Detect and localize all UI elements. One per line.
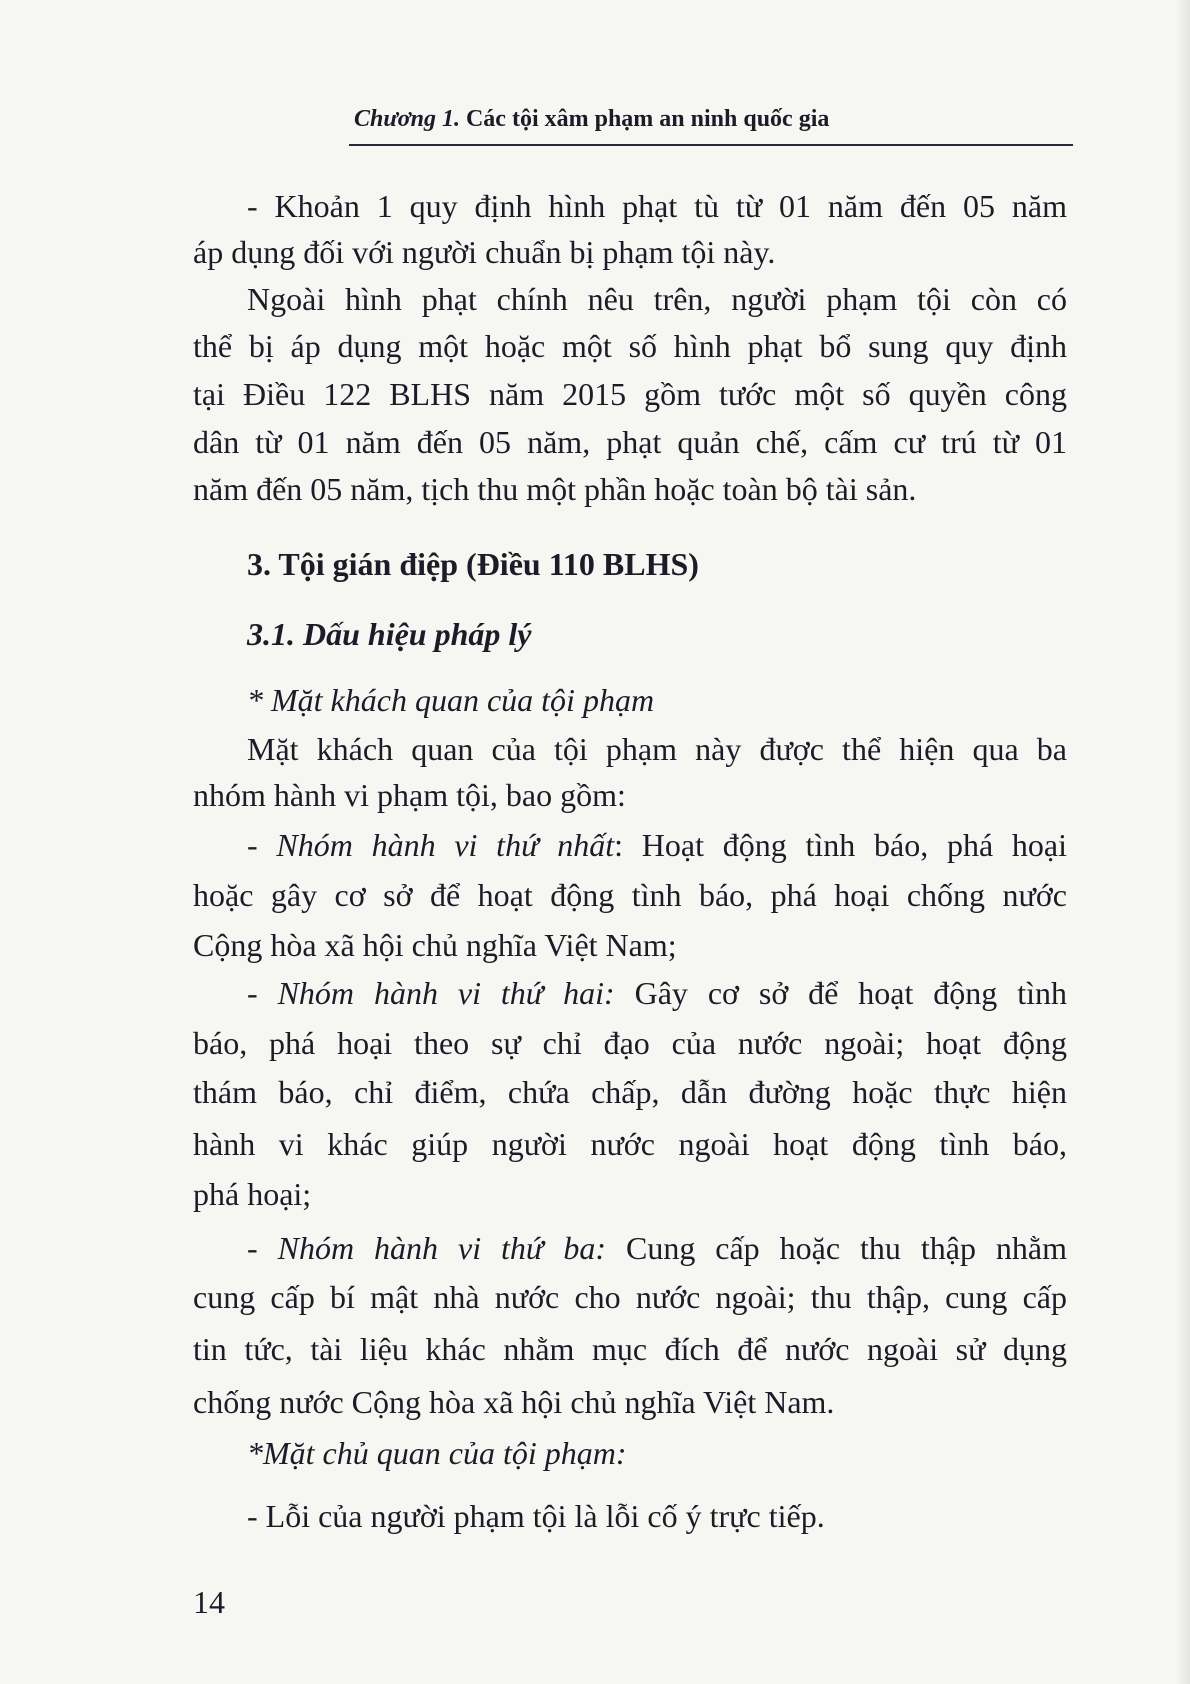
- chapter-label: Chương 1.: [354, 106, 460, 132]
- body-line: báo, phá hoại theo sự chỉ đạo của nước ngoài; hoạt động: [193, 1025, 1067, 1061]
- group-text: Gây cơ sở để hoạt động tình: [614, 975, 1067, 1011]
- group-label: - Nhóm hành vi thứ ba:: [247, 1230, 607, 1266]
- body-line: tin tức, tài liệu khác nhằm mục đích để nước ngoài sử dụng: [193, 1331, 1067, 1367]
- subsection-heading: 3.1. Dấu hiệu pháp lý: [247, 616, 532, 652]
- body-line: Mặt khách quan của tội phạm này được thể hiện qua ba: [247, 731, 1067, 767]
- body-line: áp dụng đối với người chuẩn bị phạm tội này.: [193, 234, 776, 270]
- body-line: dân từ 01 năm đến 05 năm, phạt quản chế, cấm cư trú từ 01: [193, 424, 1067, 460]
- body-line: Cộng hòa xã hội chủ nghĩa Việt Nam;: [193, 927, 677, 963]
- group-text: : Hoạt động tình báo, phá hoại: [614, 827, 1067, 863]
- chapter-title: Các tội xâm phạm an ninh quốc gia: [465, 106, 830, 132]
- body-line: hành vi khác giúp người nước ngoài hoạt động tình báo,: [193, 1126, 1067, 1162]
- body-line: hoặc gây cơ sở để hoạt động tình báo, phá hoại chống nước: [193, 877, 1067, 913]
- group-label: - Nhóm hành vi thứ nhất: [247, 827, 615, 863]
- page-number: 14: [193, 1584, 225, 1620]
- body-line: [247, 825, 1067, 865]
- body-line: năm đến 05 năm, tịch thu một phần hoặc toàn bộ tài sản.: [193, 471, 917, 507]
- group-label: - Nhóm hành vi thứ hai:: [247, 975, 615, 1011]
- body-line: nhóm hành vi phạm tội, bao gồm:: [193, 777, 626, 813]
- header-rule: [349, 144, 1073, 146]
- body-line: cung cấp bí mật nhà nước cho nước ngoài; thu thập, cung cấp: [193, 1279, 1067, 1315]
- subheading-objective: * Mặt khách quan của tội phạm: [247, 682, 655, 718]
- body-line: - Lỗi của người phạm tội là lỗi cố ý trực tiếp.: [247, 1498, 825, 1534]
- page-edge-shadow: [1176, 0, 1190, 1684]
- body-line: thể bị áp dụng một hoặc một số hình phạt bổ sung quy định: [193, 328, 1067, 364]
- group-text: Cung cấp hoặc thu thập nhằm: [606, 1230, 1067, 1266]
- body-line: Ngoài hình phạt chính nêu trên, người phạm tội còn có: [247, 281, 1067, 317]
- subheading-subjective: *Mặt chủ quan của tội phạm:: [247, 1435, 627, 1471]
- section-heading: 3. Tội gián điệp (Điều 110 BLHS): [247, 546, 699, 582]
- body-line: - Khoản 1 quy định hình phạt tù từ 01 năm đến 05 năm: [247, 188, 1067, 224]
- body-line: [247, 1228, 1067, 1268]
- running-header: [354, 106, 914, 133]
- body-line: [247, 973, 1067, 1013]
- body-line: thám báo, chỉ điểm, chứa chấp, dẫn đường hoặc thực hiện: [193, 1074, 1067, 1110]
- body-line: tại Điều 122 BLHS năm 2015 gồm tước một số quyền công: [193, 376, 1067, 412]
- body-line: chống nước Cộng hòa xã hội chủ nghĩa Việt Nam.: [193, 1384, 835, 1420]
- body-line: phá hoại;: [193, 1176, 312, 1212]
